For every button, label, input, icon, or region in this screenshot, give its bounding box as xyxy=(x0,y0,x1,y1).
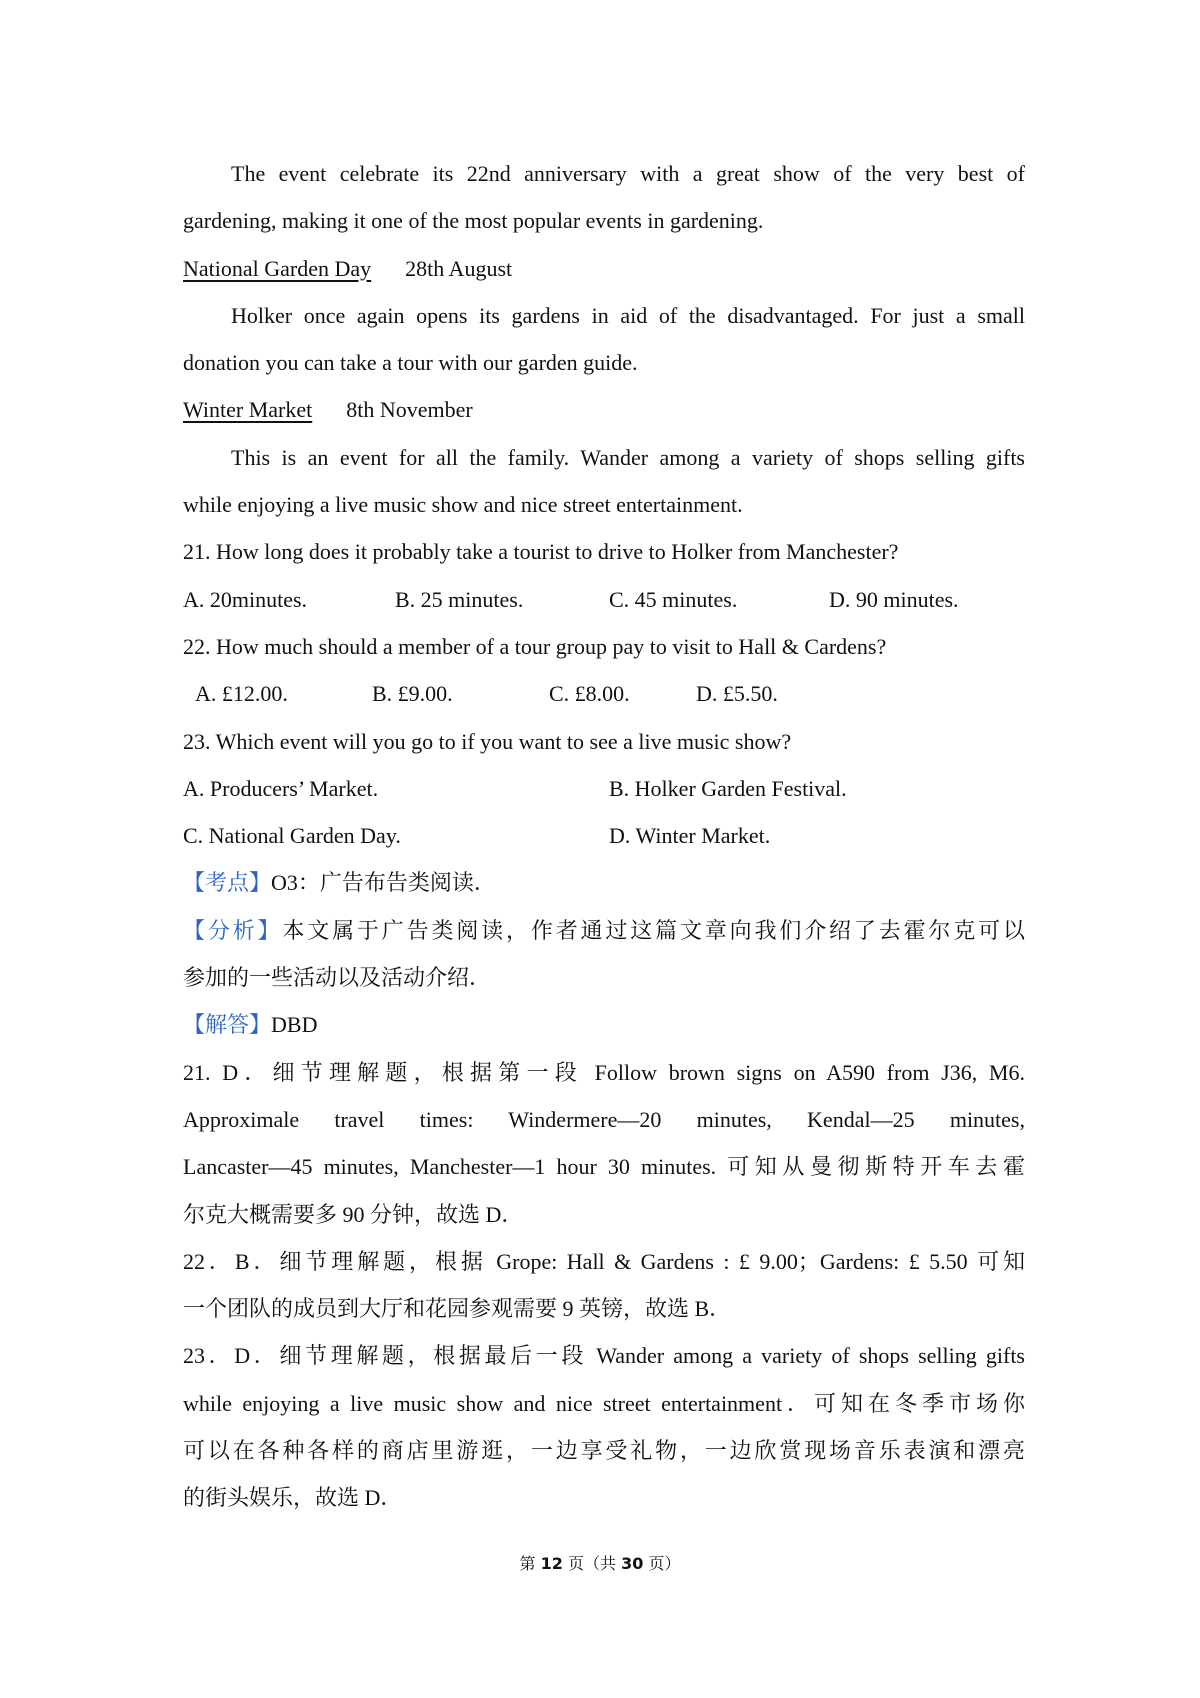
option-d: D. £5.50. xyxy=(696,681,778,707)
option-c: C. National Garden Day. xyxy=(183,823,401,849)
question-21-stem: 21. How long does it probably take a tourist to drive to Holker from Manchester? xyxy=(183,539,899,565)
fenxi-text: 本文属于广告类阅读，作者通过这篇文章向我们介绍了去霍尔克可以 xyxy=(282,917,1025,943)
option-a: A. £12.00. xyxy=(195,681,288,707)
answer-23-line: 可以在各种各样的商店里游逛，一边享受礼物，一边欣赏现场音乐表演和漂亮 xyxy=(183,1438,1025,1464)
paragraph-garden-day-line: donation you can take a tour with our garden guide. xyxy=(183,350,638,376)
page-footer xyxy=(0,1551,1200,1574)
option-d: D. 90 minutes. xyxy=(829,586,959,612)
event-date: 8th November xyxy=(346,397,473,423)
question-23-options-row1 xyxy=(183,765,1025,812)
fenxi-tag: 【分析】 xyxy=(183,917,283,943)
option-c: C. 45 minutes. xyxy=(609,586,738,612)
footer-total-pages: 30 xyxy=(621,1554,644,1573)
event-date: 28th August xyxy=(405,255,513,281)
kaodian-text: O3：广告布告类阅读． xyxy=(271,870,496,896)
answer-21-line: Approximale travel times: Windermere—20 minutes, Kendal—25 minutes, xyxy=(183,1106,1025,1132)
event-heading-winter-market xyxy=(183,386,1025,433)
footer-page-number: 12 xyxy=(540,1554,563,1573)
answer-21-line: Lancaster—45 minutes, Manchester—1 hour 30 minutes. 可知从曼彻斯特开车去霍 xyxy=(183,1154,1025,1180)
answer-21-line: 21. D．细节理解题，根据第一段 Follow brown signs on A590 from J36, M6. xyxy=(183,1059,1025,1085)
paragraph-winter-market-line: This is an event for all the family. Wander among a variety of shops selling gifts xyxy=(231,444,1025,470)
question-23-options-row2 xyxy=(183,812,1025,859)
option-c: C. £8.00. xyxy=(549,681,630,707)
question-22-options xyxy=(183,670,1025,717)
document-page xyxy=(183,150,1025,1522)
answer-23-line: 的街头娱乐，故选 D． xyxy=(183,1485,403,1511)
option-a: A. 20minutes. xyxy=(183,586,308,612)
option-a: A. Producers’ Market. xyxy=(183,775,379,801)
footer-suffix: 页） xyxy=(643,1554,681,1573)
jieda-tag: 【解答】 xyxy=(183,1012,272,1038)
event-heading-national-garden-day xyxy=(183,245,1025,292)
jieda-text: DBD xyxy=(271,1012,318,1038)
question-22-stem: 22. How much should a member of a tour group pay to visit to Hall & Cardens? xyxy=(183,633,887,659)
option-b: B. 25 minutes. xyxy=(395,586,524,612)
paragraph-festival-line: The event celebrate its 22nd anniversary with a great show of the very best of xyxy=(231,161,1025,186)
analysis-kaodian xyxy=(183,859,1025,906)
option-b: B. £9.00. xyxy=(372,681,453,707)
option-d: D. Winter Market. xyxy=(609,823,771,849)
paragraph-festival-line: gardening, making it one of the most popular events in gardening. xyxy=(183,208,764,234)
question-23-stem: 23. Which event will you go to if you want to see a live music show? xyxy=(183,728,792,754)
analysis-fenxi-line: 参加的一些活动以及活动介绍． xyxy=(183,965,492,991)
paragraph-garden-day-line: Holker once again opens its gardens in aid of the disadvantaged. For just a small xyxy=(231,302,1025,328)
answer-21-line: 尔克大概需要多 90 分钟，故选 D． xyxy=(183,1201,524,1227)
option-b: B. Holker Garden Festival. xyxy=(609,775,847,801)
answer-23-line: while enjoying a live music show and nice street entertainment．可知在冬季市场你 xyxy=(183,1390,1025,1416)
kaodian-tag: 【考点】 xyxy=(183,870,272,896)
question-21-options xyxy=(183,576,1025,623)
event-name: Winter Market xyxy=(183,397,313,423)
event-name: National Garden Day xyxy=(183,255,372,281)
answer-22-line: 一个团队的成员到大厅和花园参观需要 9 英镑，故选 B． xyxy=(183,1296,732,1322)
footer-middle: 页（共 xyxy=(562,1554,622,1573)
analysis-fenxi xyxy=(183,907,1025,954)
answer-23-line: 23．D．细节理解题，根据最后一段 Wander among a variety of shops selling gifts xyxy=(183,1343,1025,1369)
analysis-jieda xyxy=(183,1001,1025,1048)
footer-prefix: 第 xyxy=(519,1554,541,1573)
answer-22-line: 22．B．细节理解题，根据 Grope: Hall & Gardens : £ 9.00；Gardens: £ 5.50 可知 xyxy=(183,1248,1025,1274)
paragraph-winter-market-line: while enjoying a live music show and nice street entertainment. xyxy=(183,492,743,518)
